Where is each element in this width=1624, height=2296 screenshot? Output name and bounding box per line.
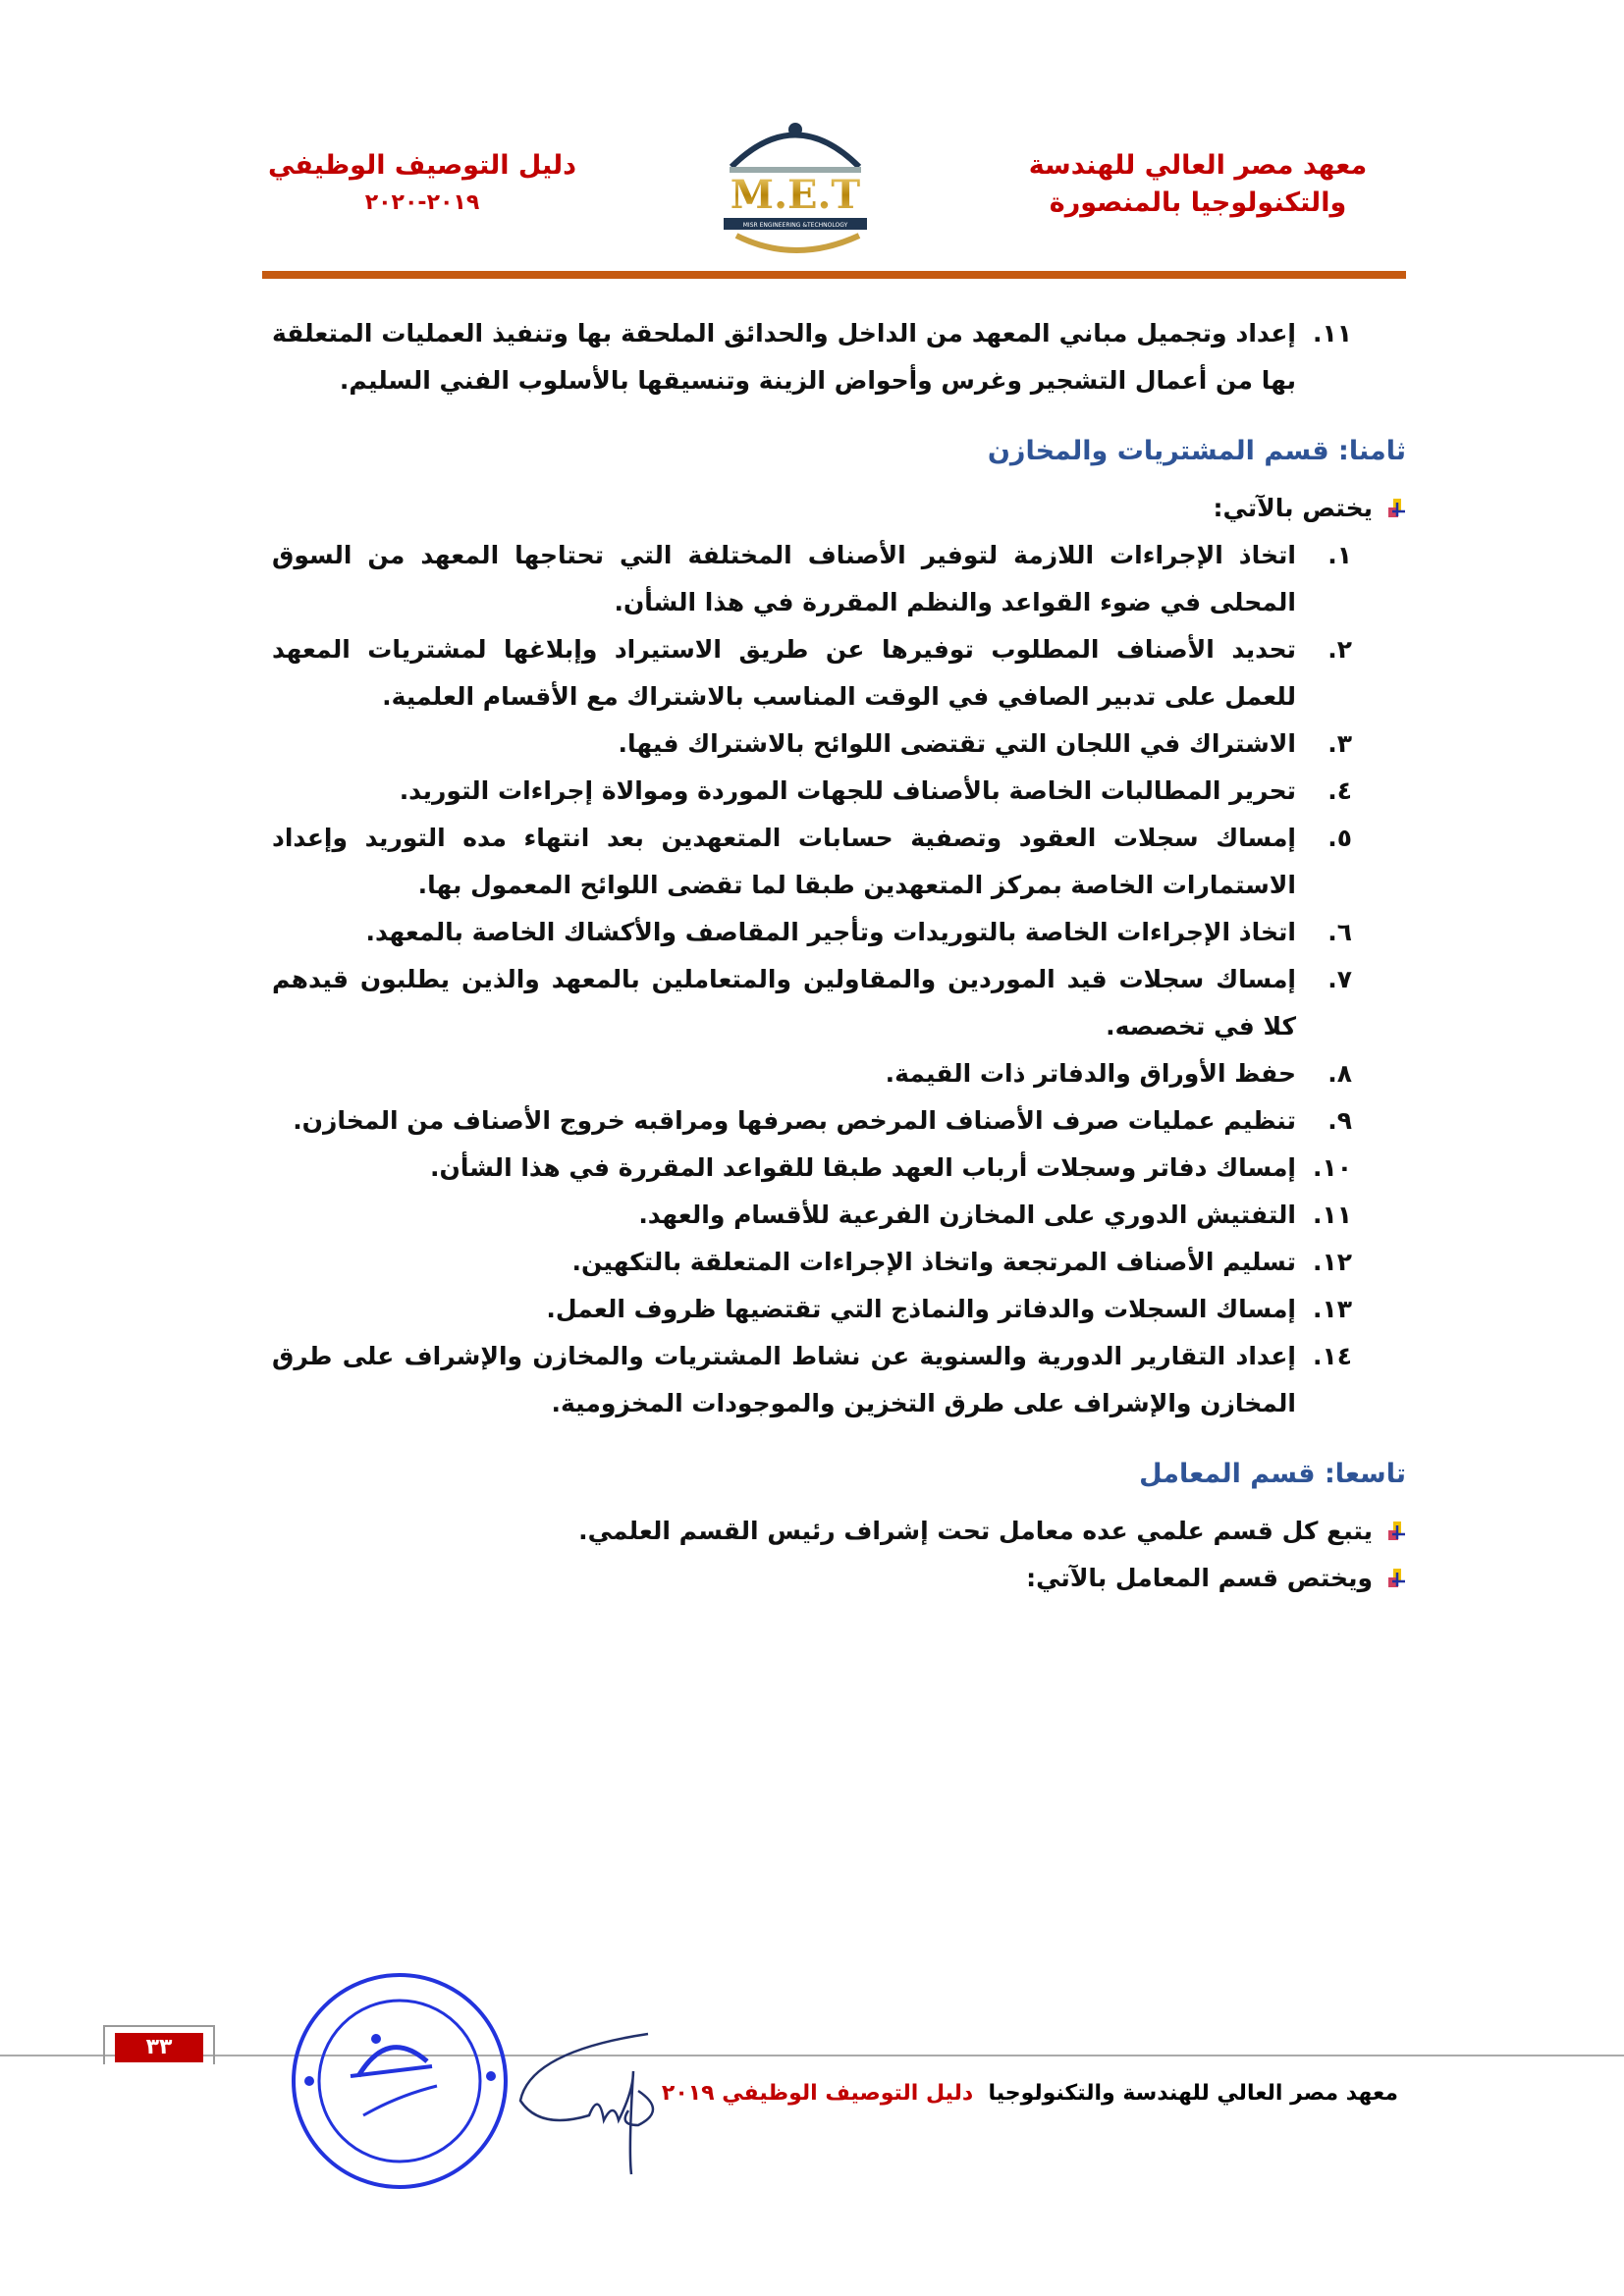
bullet-item [272, 1508, 1406, 1555]
signature [511, 2032, 736, 2179]
footer-text [662, 2079, 1398, 2109]
guide-title: دليل التوصيف الوظيفي [267, 150, 577, 181]
institute-line2: والتكنولوجيا بالمنصورة [1049, 187, 1347, 218]
item-text: إعداد التقارير الدورية والسنوية عن نشاط المشتريات والمخازن والإشراف على طرق المخازن والإشراف على طرق التخزين والموجودات المخزومية. [272, 1342, 1296, 1417]
list-item [272, 956, 1406, 1050]
item-number: ١١. [1312, 1201, 1352, 1229]
item-text: حفظ الأوراق والدفاتر ذات القيمة. [885, 1059, 1296, 1088]
list-item [272, 721, 1406, 768]
list-item [272, 1145, 1406, 1192]
section-heading: ثامنا: قسم المشتريات والمخازن [987, 436, 1406, 466]
item-text: التفتيش الدوري على المخازن الفرعية للأقسام والعهد. [638, 1201, 1296, 1229]
item-number: ١٤. [1312, 1342, 1352, 1370]
list-item [272, 310, 1406, 404]
logo-lettering: M.E.T [730, 172, 861, 218]
item-number: ٦. [1327, 918, 1352, 946]
list-item [272, 1333, 1406, 1427]
bullet-item [272, 1555, 1406, 1602]
item-number: ٨. [1327, 1059, 1352, 1088]
bullet-text: يتبع كل قسم علمي عده معامل تحت إشراف رئيس القسم العلمي. [578, 1517, 1373, 1545]
list-item [272, 626, 1406, 721]
item-number: ١٠. [1312, 1153, 1352, 1182]
list-item [272, 1286, 1406, 1333]
header-divider [262, 271, 1406, 279]
list-item [272, 1050, 1406, 1097]
item-number: ٢. [1327, 635, 1352, 664]
bullet-text: ويختص قسم المعامل بالآتي: [1026, 1564, 1373, 1592]
item-number: ٤. [1327, 776, 1352, 805]
item-number: ١٣. [1312, 1295, 1352, 1323]
header-guide-title [265, 147, 579, 222]
item-number: ١٢. [1312, 1248, 1352, 1276]
list-item [272, 815, 1406, 909]
official-stamp [290, 1968, 515, 2194]
item-number: ٩. [1327, 1106, 1352, 1135]
item-text: تنظيم عمليات صرف الأصناف المرخص بصرفها ومراقبه خروج الأصناف من المخازن. [293, 1106, 1296, 1135]
list-item [272, 768, 1406, 815]
list-item [272, 532, 1406, 626]
item-text: اتخاذ الإجراءات الخاصة بالتوريدات وتأجير المقاصف والأكشاك الخاصة بالمعهد. [365, 918, 1296, 946]
page-number: ٣٣ [115, 2033, 203, 2062]
item-number: ١. [1327, 541, 1352, 569]
list-item [272, 909, 1406, 956]
logo-subtext: MISR ENGINEERING &TECHNOLOGY [742, 222, 848, 229]
met-logo [702, 108, 889, 255]
item-text: اتخاذ الإجراءات اللازمة لتوفير الأصناف المختلفة التي تحتاجها المعهد من السوق المحلى في ضوء القواعد والنظم المقررة في هذا الشأن. [272, 541, 1296, 616]
list-item [272, 1239, 1406, 1286]
section-heading: تاسعا: قسم المعامل [1139, 1459, 1406, 1489]
purchasing-duties-list [272, 532, 1406, 1427]
institute-line1: معهد مصر العالي للهندسة [1028, 150, 1368, 181]
item-number: ٥. [1327, 824, 1352, 852]
footer-guide: دليل التوصيف الوظيفي ٢٠١٩ [661, 2081, 974, 2106]
document-body [272, 310, 1406, 1602]
item-number: ٧. [1327, 965, 1352, 993]
bullet-arrow-icon [1388, 1569, 1406, 1588]
item-text: تحرير المطالبات الخاصة بالأصناف للجهات الموردة وموالاة إجراءات التوريد. [399, 776, 1296, 805]
item-number: ٣. [1327, 729, 1352, 758]
footer-divider [0, 2055, 1624, 2056]
item-number: ١١. [1312, 319, 1352, 347]
page-number-box [103, 2025, 215, 2064]
guide-year: ٢٠١٩-٢٠٢٠ [364, 190, 480, 215]
header-institute-name [1021, 147, 1375, 222]
bullet-arrow-icon [1388, 1522, 1406, 1541]
bullet-text: يختص بالآتي: [1213, 494, 1373, 522]
list-item [272, 1192, 1406, 1239]
bullet-arrow-icon [1388, 499, 1406, 518]
list-item [272, 1097, 1406, 1145]
item-text: إمساك دفاتر وسجلات أرباب العهد طبقا للقواعد المقررة في هذا الشأن. [430, 1153, 1296, 1182]
item-text: إمساك سجلات قيد الموردين والمقاولين والمتعاملين بالمعهد والذين يطلبون قيدهم كلا في تخصصه. [272, 965, 1296, 1041]
item-text: إمساك سجلات العقود وتصفية حسابات المتعهدين بعد انتهاء مده التوريد وإعداد الاستمارات الخاصة بمركز المتعهدين طبقا لما تقضى اللوائح المعمول بها. [272, 824, 1296, 899]
item-text: تحديد الأصناف المطلوب توفيرها عن طريق الاستيراد وإبلاغها لمشتريات المعهد للعمل على تدبير الصافي في الوقت المناسب بالاشتراك مع الأقسام العلمية. [272, 635, 1296, 711]
item-text: تسليم الأصناف المرتجعة واتخاذ الإجراءات المتعلقة بالتكهين. [571, 1248, 1296, 1276]
item-text: إعداد وتجميل مباني المعهد من الداخل والحدائق الملحقة بها وتنفيذ العمليات المتعلقة بها من أعمال التشجير وغرس وأحواض الزينة وتنسيقها بالأسلوب الفني السليم. [272, 319, 1296, 395]
footer-institute: معهد مصر العالي للهندسة والتكنولوجيا [988, 2081, 1398, 2106]
bullet-item [272, 485, 1406, 532]
item-text: إمساك السجلات والدفاتر والنماذج التي تقتضيها ظروف العمل. [546, 1295, 1296, 1323]
item-text: الاشتراك في اللجان التي تقتضى اللوائح بالاشتراك فيها. [618, 729, 1296, 758]
